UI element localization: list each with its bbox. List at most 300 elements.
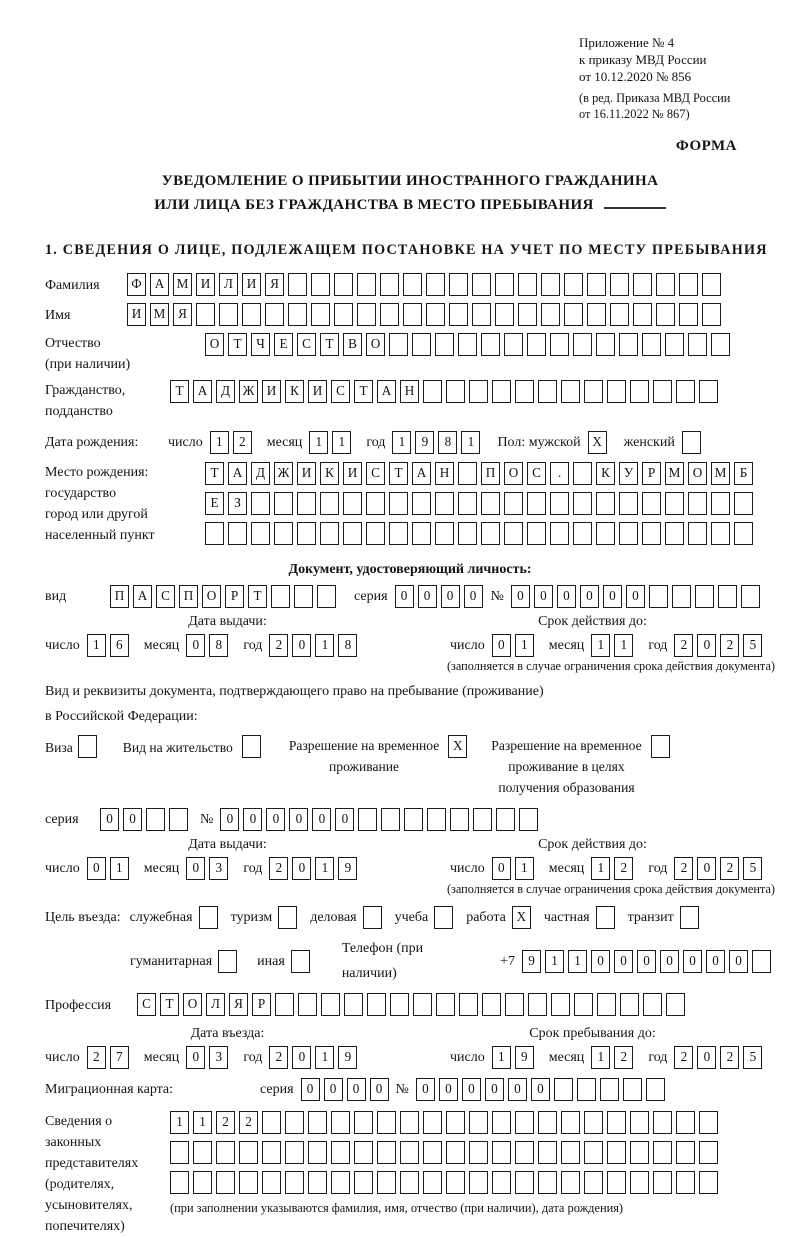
char-cell[interactable] [354, 1141, 373, 1164]
char-cell[interactable] [505, 993, 524, 1016]
char-cell[interactable] [205, 522, 224, 545]
char-cell[interactable] [676, 1171, 695, 1194]
char-cell[interactable] [423, 1111, 442, 1134]
char-cell[interactable] [308, 1171, 327, 1194]
char-cell[interactable] [495, 273, 514, 296]
char-cell[interactable]: Р [225, 585, 244, 608]
char-cell[interactable] [718, 585, 737, 608]
char-cell[interactable] [288, 273, 307, 296]
checkbox-cell[interactable]: X [448, 735, 467, 758]
char-cell[interactable] [646, 1078, 665, 1101]
char-cell[interactable]: 1 [170, 1111, 189, 1134]
char-cell[interactable] [584, 1111, 603, 1134]
char-cell[interactable]: 0 [441, 585, 460, 608]
char-cell[interactable] [251, 492, 270, 515]
char-cell[interactable]: 1 [110, 857, 129, 880]
char-cell[interactable] [458, 522, 477, 545]
char-cell[interactable] [597, 993, 616, 1016]
char-cell[interactable]: 8 [438, 431, 457, 454]
char-cell[interactable]: С [331, 380, 350, 403]
char-cell[interactable]: О [504, 462, 523, 485]
char-cell[interactable]: С [297, 333, 316, 356]
char-cell[interactable]: 0 [292, 857, 311, 880]
char-cell[interactable] [412, 492, 431, 515]
char-cell[interactable]: 2 [674, 634, 693, 657]
char-cell[interactable] [274, 492, 293, 515]
char-cell[interactable] [239, 1141, 258, 1164]
char-cell[interactable]: 0 [292, 634, 311, 657]
char-cell[interactable]: 1 [210, 431, 229, 454]
char-cell[interactable]: П [481, 462, 500, 485]
char-cell[interactable]: И [127, 303, 146, 326]
char-cell[interactable]: 0 [100, 808, 119, 831]
char-cell[interactable]: Ж [239, 380, 258, 403]
char-cell[interactable] [515, 380, 534, 403]
char-cell[interactable]: 8 [338, 634, 357, 657]
char-cell[interactable]: 9 [515, 1046, 534, 1069]
char-cell[interactable]: Л [206, 993, 225, 1016]
char-cell[interactable]: 0 [511, 585, 530, 608]
char-cell[interactable] [413, 993, 432, 1016]
char-cell[interactable] [550, 522, 569, 545]
char-cell[interactable] [458, 333, 477, 356]
char-cell[interactable]: Т [160, 993, 179, 1016]
char-cell[interactable] [541, 303, 560, 326]
char-cell[interactable]: 0 [335, 808, 354, 831]
char-cell[interactable]: М [173, 273, 192, 296]
char-cell[interactable]: 0 [312, 808, 331, 831]
char-cell[interactable] [492, 380, 511, 403]
char-cell[interactable] [331, 1171, 350, 1194]
char-cell[interactable] [435, 333, 454, 356]
char-cell[interactable]: О [202, 585, 221, 608]
char-cell[interactable]: 0 [508, 1078, 527, 1101]
char-cell[interactable]: У [619, 462, 638, 485]
checkbox-cell[interactable]: X [588, 431, 607, 454]
char-cell[interactable] [630, 380, 649, 403]
char-cell[interactable]: А [133, 585, 152, 608]
char-cell[interactable] [449, 303, 468, 326]
char-cell[interactable]: 0 [697, 857, 716, 880]
char-cell[interactable] [573, 522, 592, 545]
char-cell[interactable] [607, 1171, 626, 1194]
char-cell[interactable]: Т [248, 585, 267, 608]
char-cell[interactable]: 0 [266, 808, 285, 831]
char-cell[interactable]: 0 [697, 634, 716, 657]
checkbox-cell[interactable] [78, 735, 97, 758]
char-cell[interactable] [367, 993, 386, 1016]
char-cell[interactable] [573, 462, 592, 485]
char-cell[interactable] [492, 1171, 511, 1194]
char-cell[interactable] [596, 492, 615, 515]
char-cell[interactable]: 0 [418, 585, 437, 608]
char-cell[interactable]: 1 [545, 950, 564, 973]
char-cell[interactable] [620, 993, 639, 1016]
char-cell[interactable] [196, 303, 215, 326]
char-cell[interactable] [400, 1141, 419, 1164]
char-cell[interactable]: 0 [534, 585, 553, 608]
char-cell[interactable]: Т [205, 462, 224, 485]
char-cell[interactable] [343, 492, 362, 515]
char-cell[interactable]: А [193, 380, 212, 403]
char-cell[interactable]: 1 [315, 1046, 334, 1069]
char-cell[interactable] [528, 993, 547, 1016]
char-cell[interactable] [170, 1141, 189, 1164]
char-cell[interactable]: 2 [216, 1111, 235, 1134]
char-cell[interactable] [600, 1078, 619, 1101]
char-cell[interactable] [515, 1111, 534, 1134]
char-cell[interactable] [642, 492, 661, 515]
char-cell[interactable] [496, 808, 515, 831]
char-cell[interactable] [400, 1171, 419, 1194]
char-cell[interactable] [381, 808, 400, 831]
char-cell[interactable] [389, 522, 408, 545]
char-cell[interactable] [504, 522, 523, 545]
char-cell[interactable] [482, 993, 501, 1016]
char-cell[interactable] [561, 1171, 580, 1194]
char-cell[interactable] [699, 1111, 718, 1134]
char-cell[interactable]: 0 [439, 1078, 458, 1101]
char-cell[interactable] [666, 993, 685, 1016]
char-cell[interactable]: 0 [220, 808, 239, 831]
char-cell[interactable] [308, 1111, 327, 1134]
char-cell[interactable] [459, 993, 478, 1016]
char-cell[interactable]: Ж [274, 462, 293, 485]
char-cell[interactable] [653, 1141, 672, 1164]
char-cell[interactable] [472, 273, 491, 296]
char-cell[interactable]: Я [265, 273, 284, 296]
char-cell[interactable] [752, 950, 771, 973]
char-cell[interactable]: Е [274, 333, 293, 356]
char-cell[interactable]: 0 [591, 950, 610, 973]
checkbox-cell[interactable] [680, 906, 699, 929]
char-cell[interactable]: 0 [660, 950, 679, 973]
char-cell[interactable] [354, 1171, 373, 1194]
char-cell[interactable] [262, 1111, 281, 1134]
char-cell[interactable] [469, 1171, 488, 1194]
char-cell[interactable]: 0 [370, 1078, 389, 1101]
char-cell[interactable]: К [320, 462, 339, 485]
char-cell[interactable]: М [665, 462, 684, 485]
char-cell[interactable] [354, 1111, 373, 1134]
char-cell[interactable]: 1 [591, 857, 610, 880]
char-cell[interactable] [400, 1111, 419, 1134]
char-cell[interactable]: С [366, 462, 385, 485]
char-cell[interactable]: 1 [309, 431, 328, 454]
char-cell[interactable]: Д [251, 462, 270, 485]
char-cell[interactable]: Б [734, 462, 753, 485]
char-cell[interactable] [619, 333, 638, 356]
checkbox-cell[interactable] [596, 906, 615, 929]
char-cell[interactable] [518, 273, 537, 296]
char-cell[interactable]: 0 [186, 634, 205, 657]
char-cell[interactable] [366, 522, 385, 545]
char-cell[interactable] [577, 1078, 596, 1101]
char-cell[interactable] [672, 585, 691, 608]
char-cell[interactable] [538, 1141, 557, 1164]
char-cell[interactable]: 2 [720, 1046, 739, 1069]
checkbox-cell[interactable] [199, 906, 218, 929]
char-cell[interactable] [311, 273, 330, 296]
char-cell[interactable]: Т [354, 380, 373, 403]
char-cell[interactable]: 0 [614, 950, 633, 973]
char-cell[interactable] [423, 1171, 442, 1194]
char-cell[interactable] [404, 808, 423, 831]
char-cell[interactable]: Р [252, 993, 271, 1016]
char-cell[interactable]: М [150, 303, 169, 326]
char-cell[interactable] [271, 585, 290, 608]
char-cell[interactable]: 0 [464, 585, 483, 608]
char-cell[interactable]: 1 [515, 857, 534, 880]
char-cell[interactable] [656, 303, 675, 326]
char-cell[interactable]: 2 [269, 1046, 288, 1069]
char-cell[interactable]: 3 [209, 857, 228, 880]
char-cell[interactable]: 2 [269, 634, 288, 657]
char-cell[interactable]: Н [400, 380, 419, 403]
char-cell[interactable]: 2 [87, 1046, 106, 1069]
char-cell[interactable] [519, 808, 538, 831]
char-cell[interactable] [265, 303, 284, 326]
char-cell[interactable] [734, 522, 753, 545]
char-cell[interactable] [403, 303, 422, 326]
char-cell[interactable]: 2 [674, 857, 693, 880]
char-cell[interactable] [294, 585, 313, 608]
char-cell[interactable] [619, 522, 638, 545]
char-cell[interactable] [573, 333, 592, 356]
char-cell[interactable]: С [156, 585, 175, 608]
char-cell[interactable] [676, 1111, 695, 1134]
char-cell[interactable] [633, 273, 652, 296]
char-cell[interactable] [518, 303, 537, 326]
char-cell[interactable] [435, 492, 454, 515]
char-cell[interactable] [711, 522, 730, 545]
char-cell[interactable]: С [527, 462, 546, 485]
char-cell[interactable] [538, 380, 557, 403]
char-cell[interactable] [449, 273, 468, 296]
char-cell[interactable]: О [183, 993, 202, 1016]
char-cell[interactable] [504, 333, 523, 356]
char-cell[interactable] [584, 1141, 603, 1164]
char-cell[interactable]: 1 [591, 1046, 610, 1069]
char-cell[interactable] [688, 492, 707, 515]
char-cell[interactable] [357, 273, 376, 296]
char-cell[interactable]: 2 [614, 857, 633, 880]
char-cell[interactable]: Т [320, 333, 339, 356]
char-cell[interactable]: 0 [697, 1046, 716, 1069]
char-cell[interactable] [734, 492, 753, 515]
char-cell[interactable]: 0 [243, 808, 262, 831]
char-cell[interactable] [676, 380, 695, 403]
char-cell[interactable] [311, 303, 330, 326]
char-cell[interactable] [584, 380, 603, 403]
char-cell[interactable] [412, 522, 431, 545]
char-cell[interactable] [251, 522, 270, 545]
char-cell[interactable] [561, 1111, 580, 1134]
char-cell[interactable] [492, 1141, 511, 1164]
char-cell[interactable] [564, 303, 583, 326]
char-cell[interactable] [389, 333, 408, 356]
char-cell[interactable]: 0 [123, 808, 142, 831]
char-cell[interactable] [741, 585, 760, 608]
char-cell[interactable]: И [297, 462, 316, 485]
char-cell[interactable] [573, 492, 592, 515]
char-cell[interactable] [216, 1171, 235, 1194]
char-cell[interactable]: И [262, 380, 281, 403]
char-cell[interactable] [665, 522, 684, 545]
char-cell[interactable]: О [205, 333, 224, 356]
char-cell[interactable]: 0 [324, 1078, 343, 1101]
char-cell[interactable]: 0 [462, 1078, 481, 1101]
char-cell[interactable]: 0 [626, 585, 645, 608]
char-cell[interactable]: П [179, 585, 198, 608]
char-cell[interactable]: 9 [338, 857, 357, 880]
char-cell[interactable]: Ф [127, 273, 146, 296]
char-cell[interactable] [610, 273, 629, 296]
char-cell[interactable]: . [550, 462, 569, 485]
checkbox-cell[interactable] [291, 950, 310, 973]
char-cell[interactable]: 0 [683, 950, 702, 973]
char-cell[interactable] [435, 522, 454, 545]
char-cell[interactable] [377, 1111, 396, 1134]
char-cell[interactable] [285, 1111, 304, 1134]
char-cell[interactable]: 1 [568, 950, 587, 973]
char-cell[interactable] [170, 1171, 189, 1194]
char-cell[interactable]: 1 [315, 857, 334, 880]
char-cell[interactable] [357, 303, 376, 326]
char-cell[interactable]: 1 [591, 634, 610, 657]
char-cell[interactable] [412, 333, 431, 356]
char-cell[interactable]: 6 [110, 634, 129, 657]
char-cell[interactable] [679, 273, 698, 296]
char-cell[interactable] [450, 808, 469, 831]
char-cell[interactable]: 5 [743, 857, 762, 880]
char-cell[interactable]: Н [435, 462, 454, 485]
char-cell[interactable] [538, 1111, 557, 1134]
char-cell[interactable] [228, 522, 247, 545]
char-cell[interactable]: 0 [492, 634, 511, 657]
char-cell[interactable] [676, 1141, 695, 1164]
char-cell[interactable] [481, 333, 500, 356]
char-cell[interactable] [574, 993, 593, 1016]
char-cell[interactable] [527, 522, 546, 545]
char-cell[interactable] [377, 1171, 396, 1194]
checkbox-cell[interactable] [682, 431, 701, 454]
char-cell[interactable] [596, 333, 615, 356]
char-cell[interactable]: 1 [332, 431, 351, 454]
char-cell[interactable] [699, 1141, 718, 1164]
char-cell[interactable] [642, 333, 661, 356]
char-cell[interactable]: В [343, 333, 362, 356]
char-cell[interactable]: 9 [522, 950, 541, 973]
char-cell[interactable]: 2 [614, 1046, 633, 1069]
char-cell[interactable] [665, 333, 684, 356]
checkbox-cell[interactable] [434, 906, 453, 929]
char-cell[interactable] [446, 1171, 465, 1194]
char-cell[interactable] [587, 273, 606, 296]
char-cell[interactable] [308, 1141, 327, 1164]
char-cell[interactable] [146, 808, 165, 831]
char-cell[interactable] [679, 303, 698, 326]
char-cell[interactable] [298, 993, 317, 1016]
char-cell[interactable] [587, 303, 606, 326]
char-cell[interactable]: Т [170, 380, 189, 403]
checkbox-cell[interactable] [651, 735, 670, 758]
char-cell[interactable]: 5 [743, 1046, 762, 1069]
checkbox-cell[interactable] [278, 906, 297, 929]
char-cell[interactable]: 1 [461, 431, 480, 454]
char-cell[interactable]: 0 [706, 950, 725, 973]
char-cell[interactable] [389, 492, 408, 515]
checkbox-cell[interactable] [218, 950, 237, 973]
char-cell[interactable]: Ч [251, 333, 270, 356]
char-cell[interactable]: 0 [395, 585, 414, 608]
char-cell[interactable] [334, 273, 353, 296]
char-cell[interactable]: О [688, 462, 707, 485]
char-cell[interactable] [216, 1141, 235, 1164]
char-cell[interactable] [427, 808, 446, 831]
char-cell[interactable]: И [308, 380, 327, 403]
char-cell[interactable] [344, 993, 363, 1016]
char-cell[interactable]: Т [389, 462, 408, 485]
char-cell[interactable] [426, 303, 445, 326]
char-cell[interactable]: О [366, 333, 385, 356]
char-cell[interactable]: 9 [415, 431, 434, 454]
char-cell[interactable] [642, 522, 661, 545]
char-cell[interactable] [423, 1141, 442, 1164]
char-cell[interactable] [515, 1171, 534, 1194]
char-cell[interactable] [550, 492, 569, 515]
char-cell[interactable]: 0 [531, 1078, 550, 1101]
char-cell[interactable]: А [412, 462, 431, 485]
char-cell[interactable]: 2 [269, 857, 288, 880]
char-cell[interactable] [481, 492, 500, 515]
char-cell[interactable] [458, 492, 477, 515]
char-cell[interactable]: 1 [315, 634, 334, 657]
char-cell[interactable] [515, 1141, 534, 1164]
char-cell[interactable] [551, 993, 570, 1016]
char-cell[interactable] [436, 993, 455, 1016]
char-cell[interactable]: 3 [209, 1046, 228, 1069]
char-cell[interactable] [630, 1111, 649, 1134]
char-cell[interactable] [607, 380, 626, 403]
char-cell[interactable] [711, 333, 730, 356]
checkbox-cell[interactable] [242, 735, 261, 758]
char-cell[interactable] [358, 808, 377, 831]
char-cell[interactable] [656, 273, 675, 296]
char-cell[interactable] [699, 380, 718, 403]
char-cell[interactable] [481, 522, 500, 545]
char-cell[interactable]: 0 [292, 1046, 311, 1069]
char-cell[interactable] [262, 1141, 281, 1164]
char-cell[interactable]: Л [219, 273, 238, 296]
char-cell[interactable]: 0 [580, 585, 599, 608]
char-cell[interactable] [561, 1141, 580, 1164]
char-cell[interactable] [390, 993, 409, 1016]
char-cell[interactable] [169, 808, 188, 831]
char-cell[interactable]: 8 [209, 634, 228, 657]
char-cell[interactable]: 7 [110, 1046, 129, 1069]
char-cell[interactable] [607, 1111, 626, 1134]
char-cell[interactable] [380, 273, 399, 296]
char-cell[interactable]: А [228, 462, 247, 485]
char-cell[interactable] [633, 303, 652, 326]
char-cell[interactable] [275, 993, 294, 1016]
char-cell[interactable] [317, 585, 336, 608]
char-cell[interactable] [495, 303, 514, 326]
char-cell[interactable] [380, 303, 399, 326]
checkbox-cell[interactable]: X [512, 906, 531, 929]
char-cell[interactable]: 0 [557, 585, 576, 608]
